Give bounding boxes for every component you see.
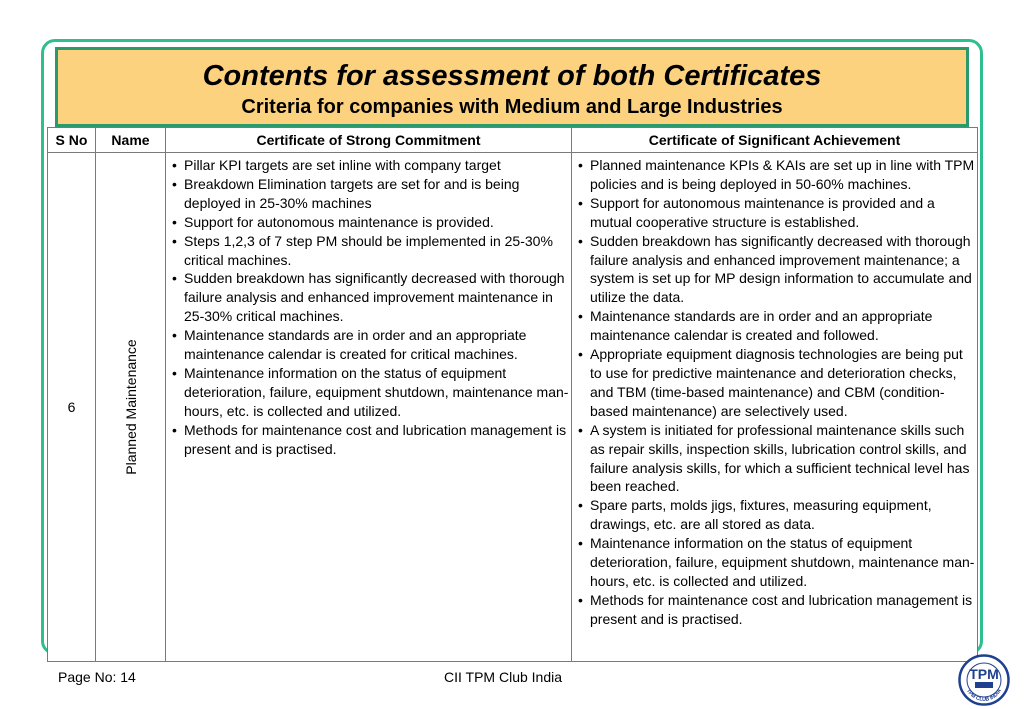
column-header-name: Name (96, 128, 166, 153)
list-item: • Methods for maintenance cost and lubrication management is present and is practised. (576, 591, 977, 629)
list-item: • Steps 1,2,3 of 7 step PM should be implemented in 25-30% critical machines. (170, 232, 571, 270)
page-number: Page No: 14 (58, 669, 136, 685)
column-header-sno: S No (48, 128, 96, 153)
column-header-significant-achievement: Certificate of Significant Achievement (572, 128, 978, 153)
list-item: • Sudden breakdown has significantly decreased with thorough failure analysis and enhanced improvement maintenance in 25-30% critical machines. (170, 269, 571, 326)
logo-main-text: TPM (969, 666, 999, 682)
footer-organization: CII TPM Club India (444, 669, 563, 685)
row-name-cell (96, 153, 166, 662)
strong-commitment-cell (166, 153, 572, 662)
list-item: • Sudden breakdown has significantly decreased with thorough failure analysis and enhanced improvement maintenance; a system is set up for MP design information to accumulate and utilize the data. (576, 232, 977, 308)
list-item: • Pillar KPI targets are set inline with company target (170, 156, 571, 175)
title-banner (55, 47, 969, 127)
tpm-club-logo (958, 654, 1010, 706)
list-item: • Planned maintenance KPIs & KAIs are set up in line with TPM policies and is being deployed in 50-60% machines. (576, 156, 977, 194)
list-item: • Breakdown Elimination targets are set for and is being deployed in 25-30% machines (170, 175, 571, 213)
list-item: • Methods for maintenance cost and lubrication management is present and is practised. (170, 421, 571, 459)
criteria-table (47, 127, 978, 662)
list-item: • Maintenance standards are in order and an appropriate maintenance calendar is created and followed. (576, 307, 977, 345)
list-item: • Spare parts, molds jigs, fixtures, measuring equipment, drawings, etc. are all stored as data. (576, 496, 977, 534)
row-name: Planned Maintenance (122, 339, 139, 475)
logo-ring-text: TPM CLUB INDIA (965, 688, 1003, 704)
strong-commitment-list (166, 153, 571, 459)
row-sno: 6 (48, 153, 96, 662)
list-item: • Maintenance information on the status of equipment deterioration, failure, equipment shutdown, maintenance man-hours, etc. is collected and utilized. (576, 534, 977, 591)
list-item: • Maintenance standards are in order and an appropriate maintenance calendar is created for critical machines. (170, 326, 571, 364)
page-title: Contents for assessment of both Certificates (202, 60, 822, 92)
list-item: • Appropriate equipment diagnosis technologies are being put to use for predictive maintenance and deterioration checks, and TBM (time-based maintenance) and CBM (condition-based maintenance) are selectively used. (576, 345, 977, 421)
list-item: • Support for autonomous maintenance is provided and a mutual cooperative structure is established. (576, 194, 977, 232)
table-row (48, 153, 978, 662)
significant-achievement-cell (572, 153, 978, 662)
significant-achievement-list (572, 153, 977, 629)
list-item: • Support for autonomous maintenance is provided. (170, 213, 571, 232)
page-subtitle: Criteria for companies with Medium and Large Industries (241, 96, 783, 118)
column-header-strong-commitment: Certificate of Strong Commitment (166, 128, 572, 153)
list-item: • A system is initiated for professional maintenance skills such as repair skills, inspection skills, lubrication control skills, and failure analysis skills, for which a sufficient technical level has been reached. (576, 421, 977, 497)
list-item: • Maintenance information on the status of equipment deterioration, failure, equipment shutdown, maintenance man-hours, etc. is collected and utilized. (170, 364, 571, 421)
table-header-row (48, 128, 978, 153)
